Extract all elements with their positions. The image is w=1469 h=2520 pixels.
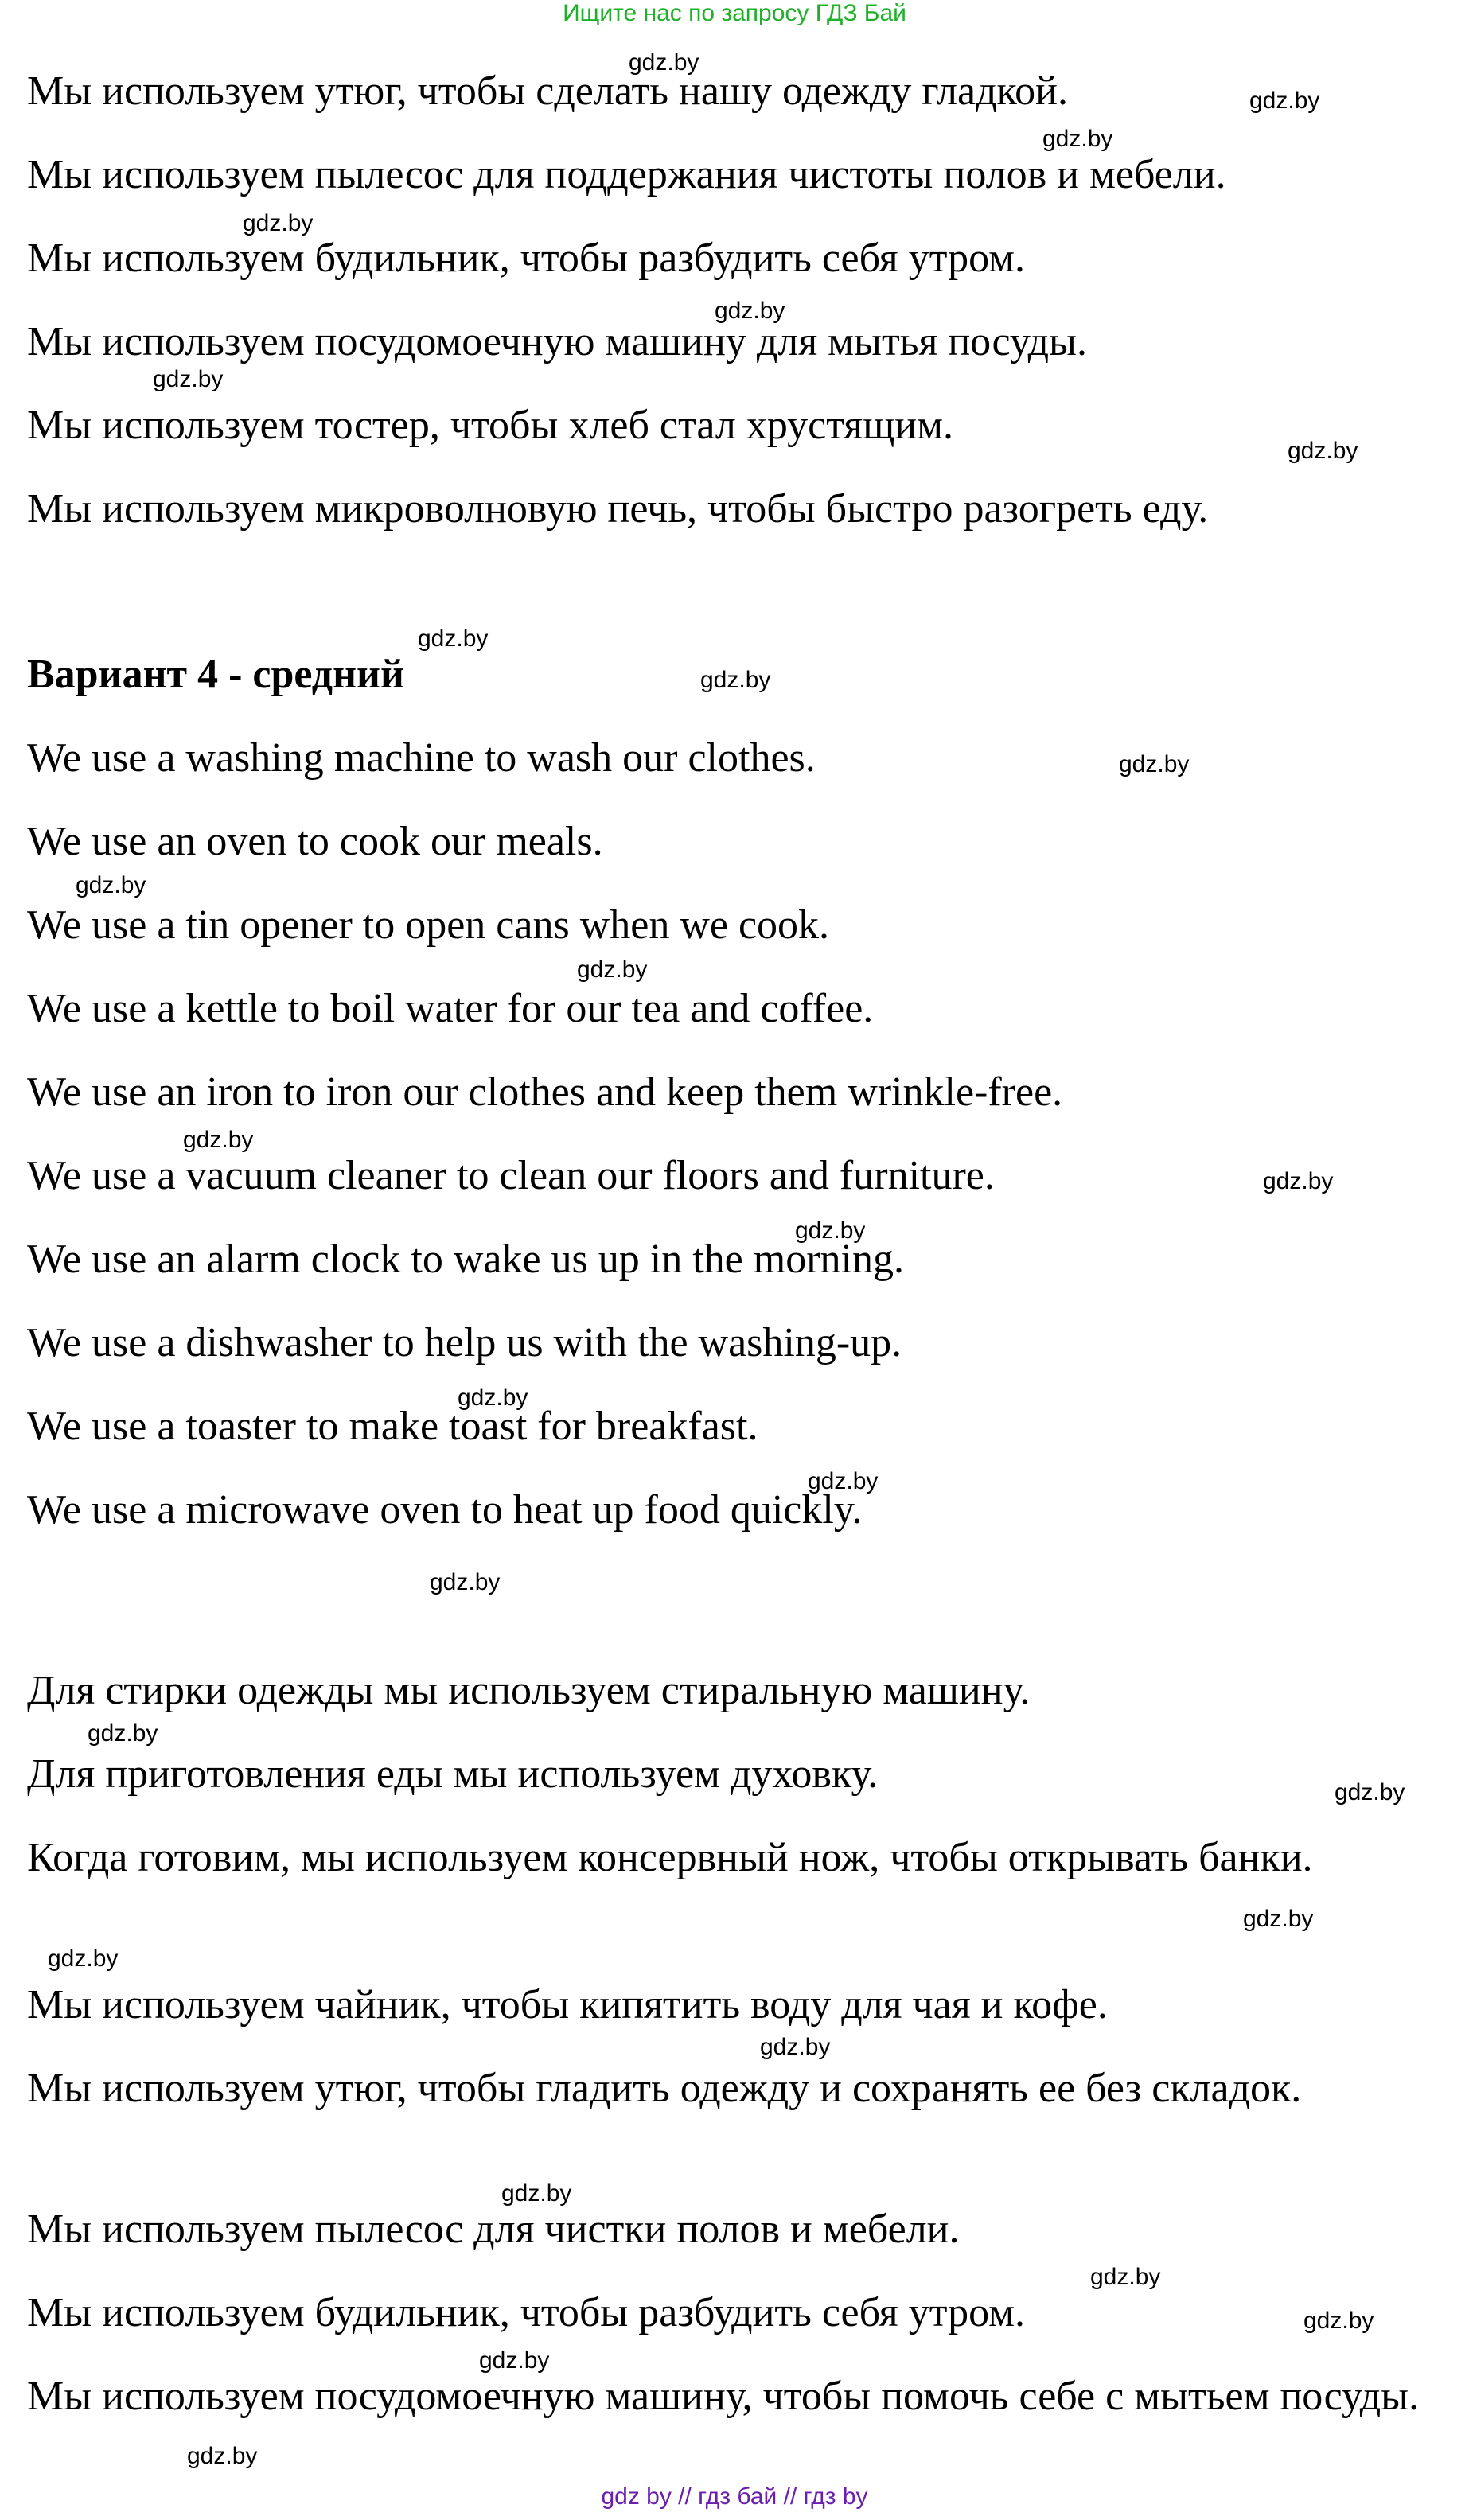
russian-sentence: Мы используем пылесос для поддержания чистоты полов и мебели. [27,152,1226,197]
watermark-text: gdz.by [187,2443,258,2469]
watermark-text: gdz.by [1288,438,1358,464]
watermark-text: gdz.by [418,625,489,652]
watermark-text: gdz.by [1249,88,1320,114]
watermark-text: gdz.by [760,2034,831,2060]
russian-sentence: Мы используем утюг, чтобы сделать нашу одежду гладкой. [27,68,1068,114]
russian-sentence: Мы используем будильник, чтобы разбудить себя утром. [27,2290,1025,2335]
watermark-text: gdz.by [715,298,785,324]
watermark-text: gdz.by [1263,1168,1334,1194]
watermark-text: gdz.by [183,1127,254,1153]
watermark-text: gdz.by [1042,126,1113,152]
russian-sentence: Мы используем чайник, чтобы кипятить воду для чая и кофе. [27,1982,1108,2027]
watermark-text: gdz.by [629,49,699,76]
watermark-text: gdz.by [76,872,146,898]
top-banner: Ищите нас по запросу ГДЗ Бай [563,0,906,26]
russian-sentence: Мы используем тостер, чтобы хлеб стал хрустящим. [27,403,953,448]
watermark-text: gdz.by [795,1217,866,1244]
russian-sentence: Мы используем посудомоечную машину для мытья посуды. [27,319,1087,364]
russian-sentence: Мы используем микроволновую печь, чтобы быстро разогреть еду. [27,486,1209,532]
russian-sentence: Для приготовления еды мы используем духовку. [27,1751,879,1797]
english-sentence: We use an oven to cook our meals. [27,819,603,864]
watermark-text: gdz.by [700,667,771,693]
english-sentence: We use an alarm clock to wake us up in the morning. [27,1237,904,1282]
russian-sentence: Когда готовим, мы используем консервный нож, чтобы открывать банки. [27,1835,1313,1880]
russian-sentence: Мы используем будильник, чтобы разбудить себя утром. [27,236,1025,281]
watermark-text: gdz.by [1243,1906,1314,1932]
russian-sentence: Мы используем утюг, чтобы гладить одежду и сохранять ее без складок. [27,2066,1302,2111]
english-sentence: We use a kettle to boil water for our tea and coffee. [27,986,874,1031]
watermark-text: gdz.by [48,1946,119,1972]
watermark-text: gdz.by [1303,2308,1374,2334]
watermark-text: gdz.by [153,366,224,392]
watermark-text: gdz.by [88,1720,158,1747]
watermark-text: gdz.by [1119,751,1190,777]
english-sentence: We use a microwave oven to heat up food quickly. [27,1487,863,1533]
watermark-text: gdz.by [430,1569,501,1595]
footer-links[interactable]: gdz by // гдз бай // гдз by [601,2483,868,2510]
english-sentence: We use a dishwasher to help us with the washing-up. [27,1320,902,1365]
watermark-text: gdz.by [1090,2264,1161,2290]
english-sentence: We use an iron to iron our clothes and keep them wrinkle-free. [27,1069,1063,1115]
english-sentence: We use a tin opener to open cans when we cook. [27,902,830,948]
russian-sentence: Для стирки одежды мы используем стиральную машину. [27,1668,1031,1713]
watermark-text: gdz.by [479,2347,550,2374]
english-sentence: We use a toaster to make toast for breakfast. [27,1404,758,1449]
watermark-text: gdz.by [501,2180,572,2206]
watermark-text: gdz.by [577,956,648,983]
watermark-text: gdz.by [1335,1779,1405,1805]
watermark-text: gdz.by [243,210,314,236]
russian-sentence: Мы используем пылесос для чистки полов и мебели. [27,2206,960,2252]
english-sentence: We use a washing machine to wash our clothes. [27,735,816,781]
watermark-text: gdz.by [808,1468,879,1494]
variant-heading: Вариант 4 - средний [27,652,404,697]
english-sentence: We use a vacuum cleaner to clean our floors and furniture. [27,1153,995,1198]
watermark-text: gdz.by [458,1385,528,1411]
russian-sentence: Мы используем посудомоечную машину, чтобы помочь себе с мытьем посуды. [27,2374,1420,2419]
